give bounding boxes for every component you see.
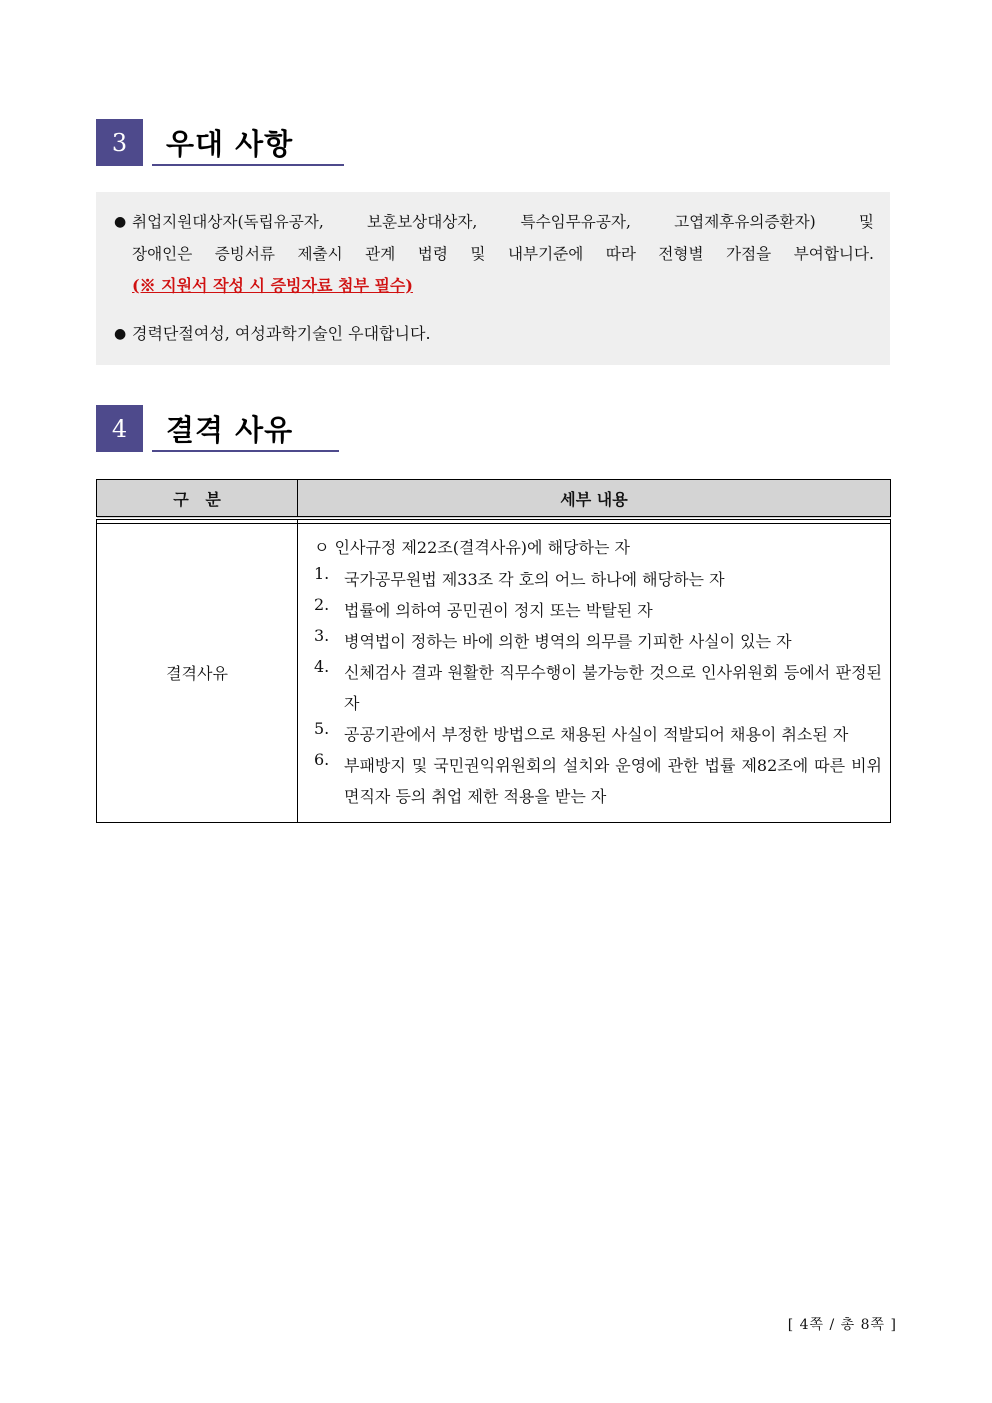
section-title: 결격 사유 bbox=[166, 412, 294, 447]
header-detail: 세부 내용 bbox=[298, 480, 891, 519]
page-number: [ 4쪽 / 총 8쪽 ] bbox=[787, 1317, 897, 1333]
list-item bbox=[314, 719, 882, 750]
item-number: 2. bbox=[314, 594, 330, 614]
section-number-badge: 4 bbox=[96, 405, 143, 452]
intro-line: ㅇ 인사규정 제22조(결격사유)에 해당하는 자 bbox=[314, 538, 630, 557]
item-text: 병역법이 정하는 바에 의한 병역의 의무를 기피한 사실이 있는 자 bbox=[344, 631, 792, 651]
item-number: 3. bbox=[314, 625, 330, 645]
required-note: (※ 지원서 작성 시 증빙자료 첨부 필수) bbox=[132, 276, 413, 295]
list-item bbox=[314, 595, 882, 626]
bullet-icon: ● bbox=[114, 326, 127, 342]
list-item bbox=[314, 750, 882, 812]
item-number: 6. bbox=[314, 749, 330, 769]
list-item bbox=[314, 657, 882, 719]
item-text: 법률에 의하여 공민권이 정지 또는 박탈된 자 bbox=[344, 600, 653, 620]
detail-cell bbox=[298, 524, 891, 823]
preference-box bbox=[96, 192, 890, 365]
section-3-heading bbox=[96, 118, 344, 166]
bullet-icon: ● bbox=[114, 214, 127, 230]
category-cell: 결격사유 bbox=[97, 524, 298, 823]
disqualification-table bbox=[96, 479, 891, 823]
list-item bbox=[314, 626, 882, 657]
section-4-heading bbox=[96, 404, 339, 452]
item-number: 5. bbox=[314, 718, 330, 738]
table-row bbox=[97, 524, 891, 823]
header-category: 구 분 bbox=[97, 480, 298, 519]
item-text: 신체검사 결과 원활한 직무수행이 불가능한 것으로 인사위원회 등에서 판정된 자 bbox=[344, 662, 882, 713]
item-text: 부패방지 및 국민권익위원회의 설치와 운영에 관한 법률 제82조에 따른 비위면직자 등의 취업 제한 적용을 받는 자 bbox=[344, 755, 882, 806]
item-list bbox=[314, 564, 882, 812]
list-item: ● 경력단절여성, 여성과학기술인 우대합니다. bbox=[114, 318, 874, 350]
item-text: 공공기관에서 부정한 방법으로 채용된 사실이 적발되어 채용이 취소된 자 bbox=[344, 724, 849, 744]
item-text: 국가공무원법 제33조 각 호의 어느 하나에 해당하는 자 bbox=[344, 569, 725, 589]
list-item: ● 취업지원대상자(독립유공자, 보훈보상대상자, 특수임무유공자, 고엽제후유의증환자) 및 장애인은 증빙서류 제출시 관계 법령 및 내부기준에 따라 전형별 가점을 부여합니다. (※ 지원서 작성 시 증빙자료 첨부 필수) bbox=[114, 206, 874, 302]
item-number: 1. bbox=[314, 563, 330, 583]
section-title: 우대 사항 bbox=[166, 126, 294, 161]
table-header-row bbox=[97, 480, 891, 519]
list-item bbox=[314, 564, 882, 595]
item-number: 4. bbox=[314, 656, 330, 676]
section-number-badge: 3 bbox=[96, 119, 143, 166]
